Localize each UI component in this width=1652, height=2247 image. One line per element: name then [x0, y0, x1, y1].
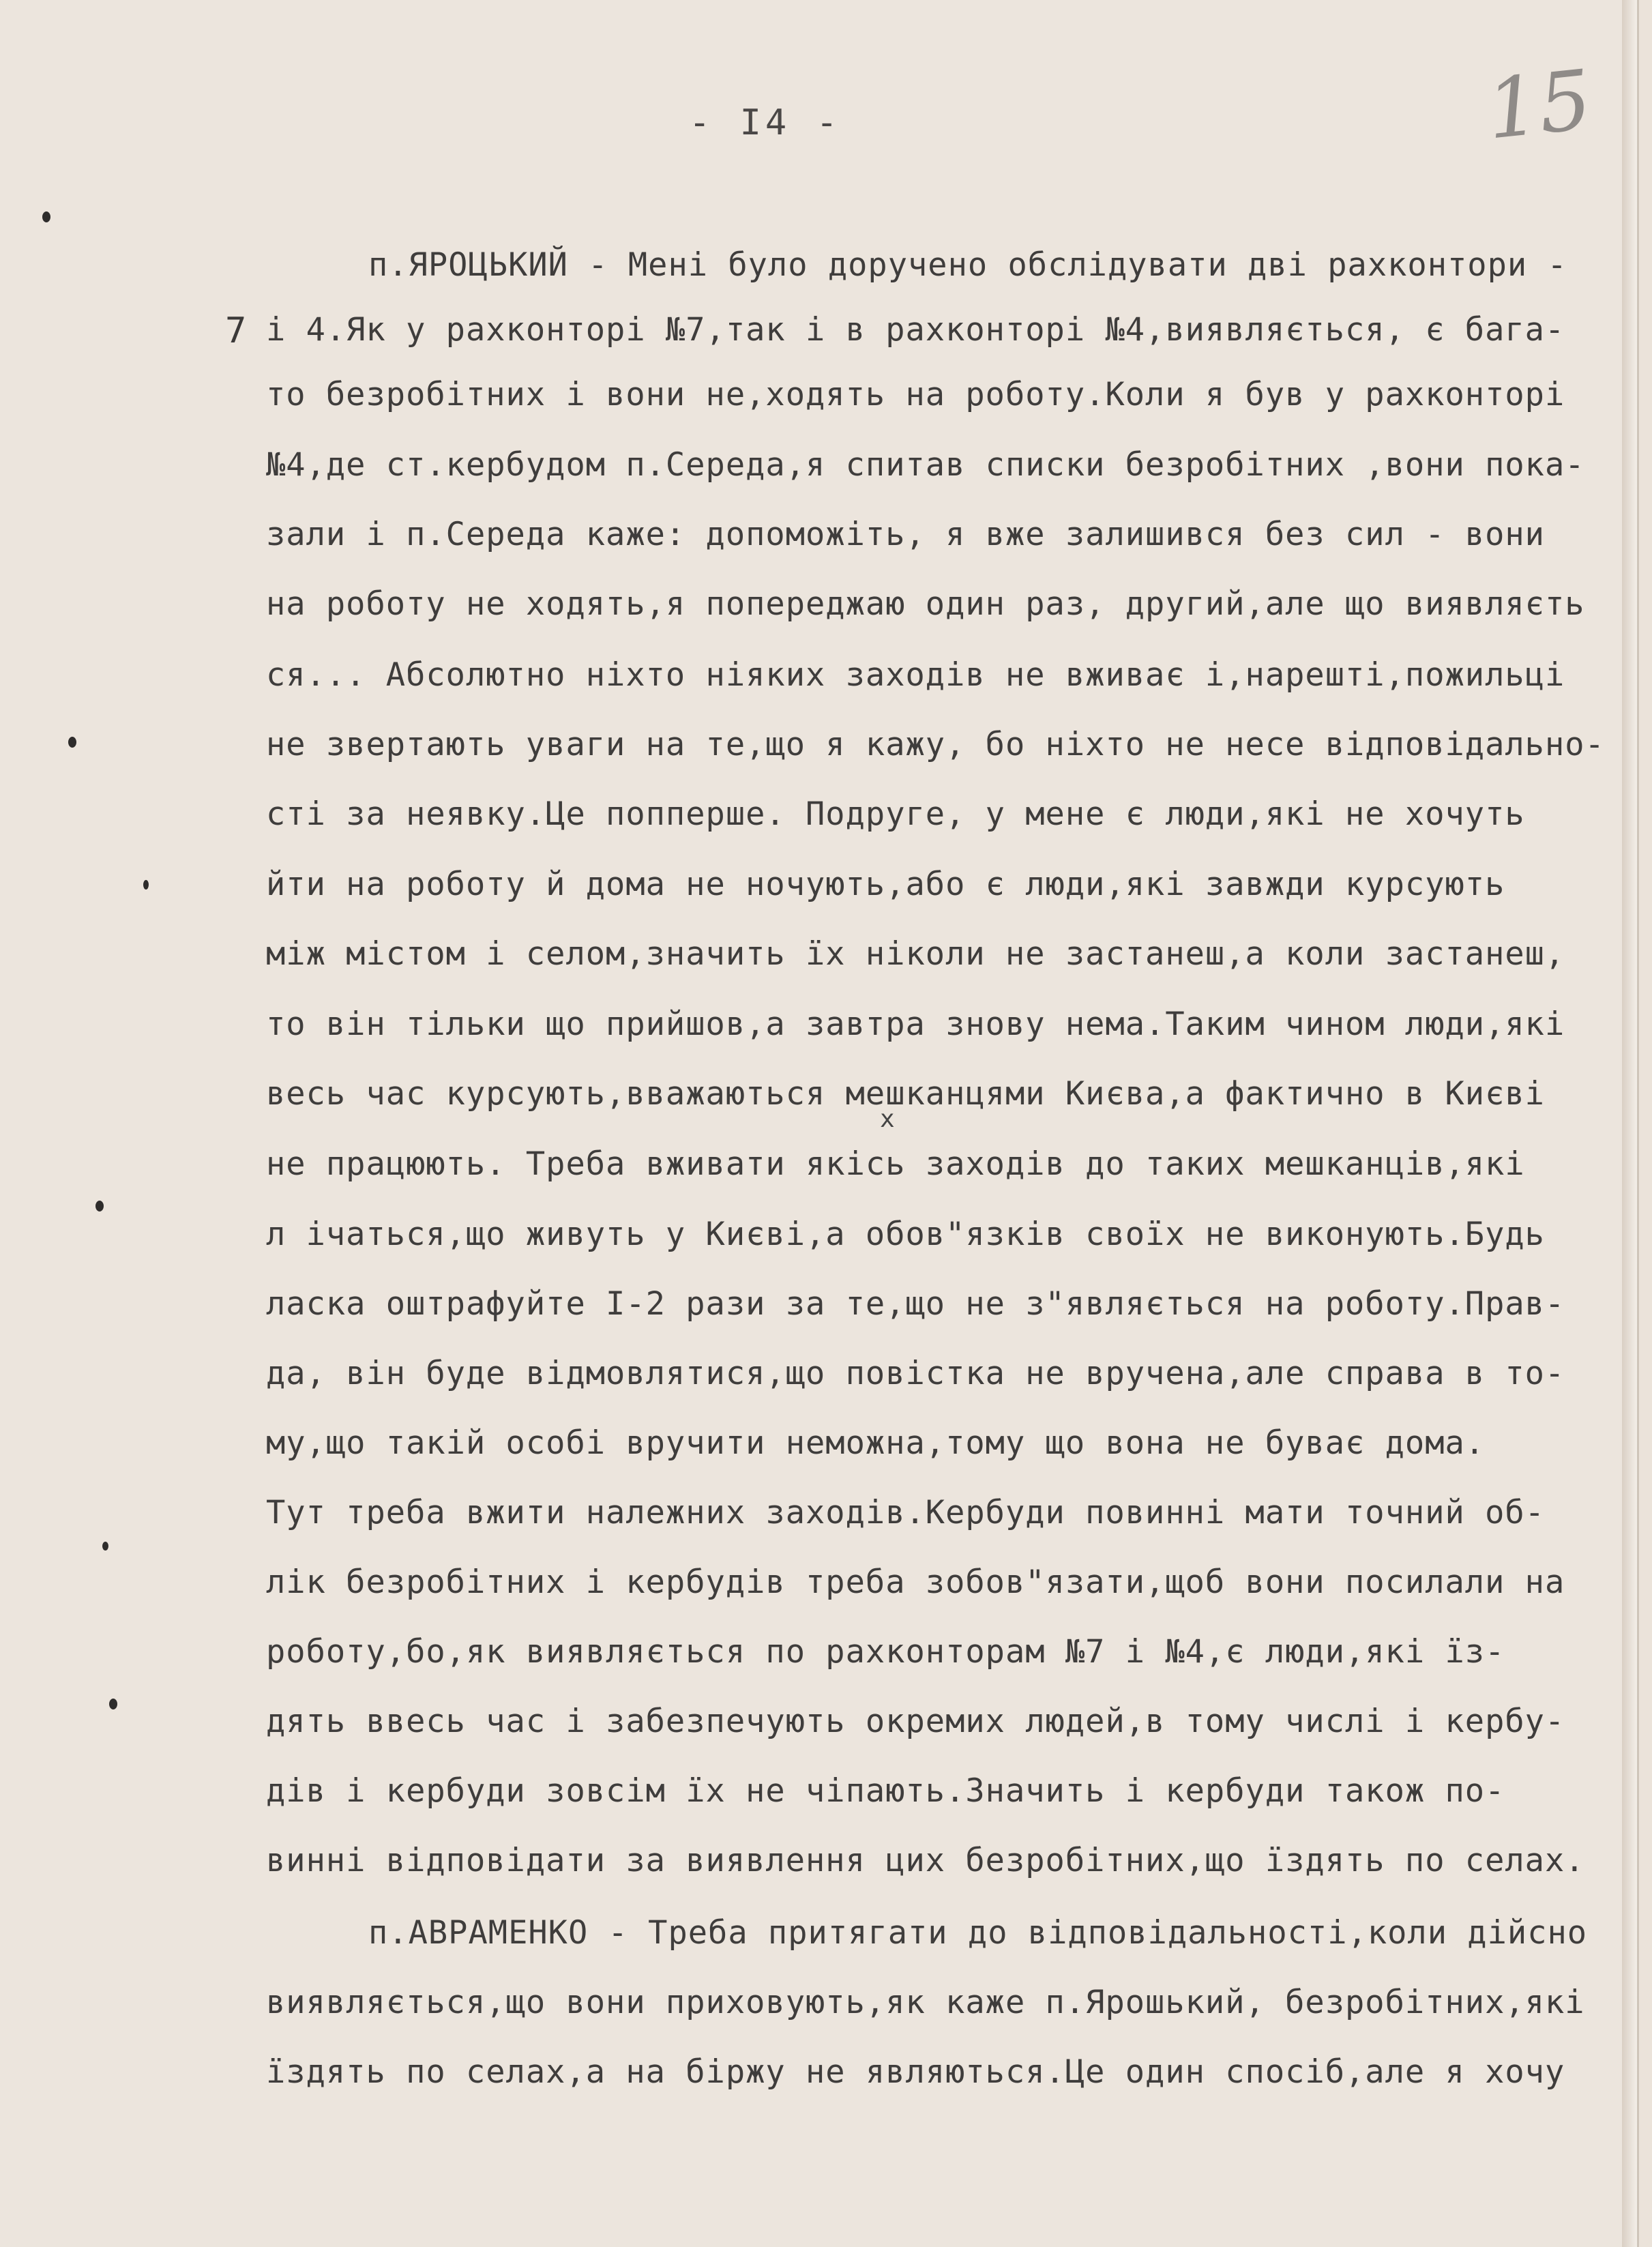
text-line: п.АВРАМЕНКО - Треба притягати до відповідальності,коли дійсно: [368, 1914, 1588, 1952]
text-line: і 4.Як у рахконторі №7,так і в рахконторі №4,виявляється, є бага-: [266, 311, 1565, 349]
text-line: винні відповідати за виявлення цих безробітних,що їздять по селах.: [266, 1842, 1585, 1879]
punch-hole: [102, 1542, 108, 1551]
text-line: дять ввесь час і забезпечують окремих людей,в тому числі і кербу-: [266, 1703, 1565, 1740]
text-line: то безробітних і вони не,ходять на роботу.Коли я був у рахконторі: [266, 376, 1565, 413]
text-line: ласка оштрафуйте I-2 рази за те,що не з"являється на роботу.Прав-: [266, 1285, 1565, 1323]
punch-hole: [143, 880, 149, 890]
text-line: дів і кербуди зовсім їх не чіпають.Значить і кербуди також по-: [266, 1772, 1505, 1810]
text-line: ся... Абсолютно ніхто ніяких заходів не вживає і,нарешті,пожильці: [266, 656, 1565, 694]
text-line: №4,де ст.кербудом п.Середа,я спитав списки безробітних ,вони пока-: [266, 446, 1585, 484]
text-line: му,що такій особі вручити неможна,тому що вона не буває дома.: [266, 1424, 1486, 1462]
archive-folio-number: 15: [1482, 53, 1596, 158]
page-number: - I4 -: [689, 102, 842, 143]
text-line: сті за неявку.Це попперше. Подруге, у мене є люди,які не хочуть: [266, 795, 1525, 833]
text-line: весь час курсують,вважаються мешканцями Києва,а фактично в Києві: [266, 1075, 1545, 1113]
text-line: то він тільки що прийшов,а завтра знову нема.Таким чином люди,які: [266, 1005, 1565, 1043]
text-line: л ічаться,що живуть у Києві,а обов"язків своїх не виконують.Будь: [266, 1216, 1545, 1253]
punch-hole: [42, 211, 50, 222]
text-line: не звертають уваги на те,що я кажу, бо ніхто не несе відповідально-: [266, 726, 1605, 763]
text-line: да, він буде відмовлятися,що повістка не вручена,але справа в то-: [266, 1355, 1565, 1392]
punch-hole: [95, 1201, 104, 1211]
punch-hole: [68, 737, 76, 748]
insertion-mark: x: [880, 1105, 895, 1133]
text-line: зали і п.Середа каже: допоможіть, я вже залишився без сил - вони: [266, 516, 1545, 553]
punch-hole: [109, 1699, 117, 1709]
text-line: не працюють. Треба вживати якісь заходів до таких мешканців,які: [266, 1145, 1525, 1183]
text-line: між містом і селом,значить їх ніколи не застанеш,а коли застанеш,: [266, 935, 1565, 973]
text-line: лік безробітних і кербудів треба зобов"язати,щоб вони посилали на: [266, 1563, 1565, 1601]
text-line: п.ЯРОЦЬКИЙ - Мені було доручено обслідувати дві рахконтори -: [368, 246, 1567, 284]
margin-note: 7: [225, 310, 247, 351]
text-line: виявляється,що вони приховують,як каже п.Ярошький, безробітних,які: [266, 1984, 1585, 2021]
text-line: йти на роботу й дома не ночують,або є люди,які завжди курсують: [266, 866, 1505, 903]
text-line: їздять по селах,а на біржу не являються.Це один спосіб,але я хочу: [266, 2053, 1565, 2091]
text-line: Тут треба вжити належних заходів.Кербуди повинні мати точний об-: [266, 1494, 1545, 1531]
text-line: на роботу не ходять,я попереджаю один раз, другий,але що виявляєть: [266, 585, 1585, 623]
text-line: роботу,бо,як виявляється по рахконторам №7 і №4,є люди,які їз-: [266, 1633, 1505, 1671]
